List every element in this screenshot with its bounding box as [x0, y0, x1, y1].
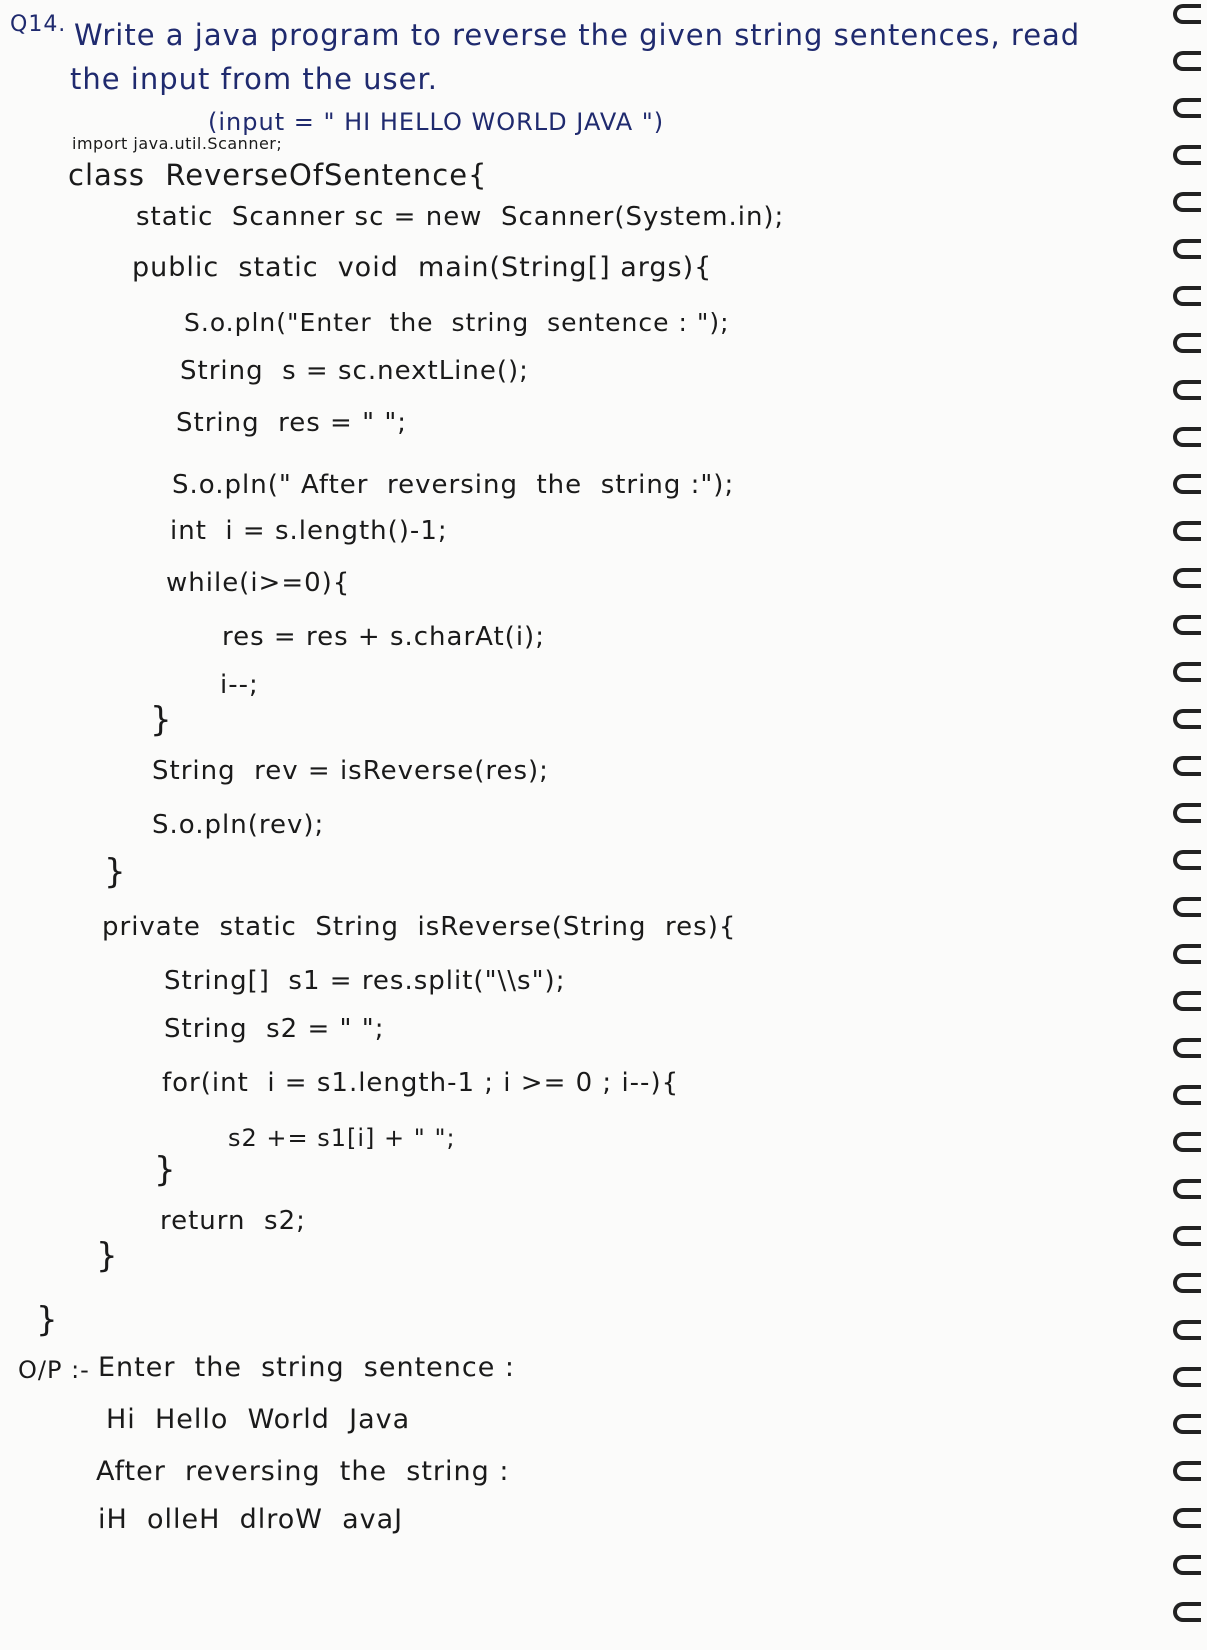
binding-ring — [1173, 944, 1201, 964]
binding-ring — [1173, 1226, 1201, 1246]
binding-ring — [1173, 615, 1201, 635]
binding-ring — [1173, 1085, 1201, 1105]
binding-ring — [1173, 427, 1201, 447]
binding-ring — [1173, 192, 1201, 212]
binding-ring — [1173, 333, 1201, 353]
binding-ring — [1173, 1461, 1201, 1481]
binding-ring — [1173, 568, 1201, 588]
binding-ring — [1173, 1132, 1201, 1152]
code-line-print-rev: S.o.pln(rev); — [152, 810, 325, 840]
binding-ring — [1173, 1038, 1201, 1058]
binding-ring — [1173, 1602, 1201, 1622]
binding-ring — [1173, 145, 1201, 165]
spiral-binding — [1157, 0, 1207, 1650]
code-line-split: String[] s1 = res.split("\\s"); — [164, 966, 566, 996]
binding-ring — [1173, 662, 1201, 682]
binding-ring — [1173, 897, 1201, 917]
code-line-close-while: } — [150, 700, 173, 740]
binding-ring — [1173, 1273, 1201, 1293]
code-line-read-string: String s = sc.nextLine(); — [180, 356, 529, 386]
binding-ring — [1173, 803, 1201, 823]
binding-ring — [1173, 1555, 1201, 1575]
code-line-res-append: res = res + s.charAt(i); — [222, 622, 545, 652]
question-text-line1: Write a java program to reverse the given string sentences, read — [74, 18, 1081, 52]
question-number: Q14. — [10, 12, 67, 37]
code-line-int-i: int i = s.length()-1; — [170, 516, 448, 546]
binding-ring — [1173, 709, 1201, 729]
output-line-1: Enter the string sentence : — [98, 1352, 516, 1383]
code-line-s2-init: String s2 = " "; — [164, 1014, 385, 1044]
binding-ring — [1173, 1179, 1201, 1199]
code-line-decrement: i--; — [220, 670, 259, 700]
code-line-print-enter: S.o.pln("Enter the string sentence : "); — [184, 308, 730, 337]
binding-ring — [1173, 380, 1201, 400]
code-line-print-after: S.o.pln(" After reversing the string :"); — [172, 470, 735, 500]
code-line-res-init: String res = " "; — [176, 408, 408, 438]
binding-ring — [1173, 1414, 1201, 1434]
output-label: O/P :- — [18, 1356, 90, 1384]
code-line-class: class ReverseOfSentence{ — [68, 158, 488, 192]
question-text-line2: the input from the user. — [70, 62, 438, 96]
binding-ring — [1173, 4, 1201, 24]
binding-ring — [1173, 521, 1201, 541]
binding-ring — [1173, 850, 1201, 870]
code-line-scanner: static Scanner sc = new Scanner(System.in); — [136, 202, 785, 232]
binding-ring — [1173, 98, 1201, 118]
code-line-close-method: } — [96, 1236, 119, 1276]
binding-ring — [1173, 1320, 1201, 1340]
binding-ring — [1173, 756, 1201, 776]
code-line-main: public static void main(String[] args){ — [132, 252, 713, 283]
binding-ring — [1173, 51, 1201, 71]
code-line-isreverse: private static String isReverse(String res){ — [102, 912, 737, 942]
code-line-for: for(int i = s1.length-1 ; i >= 0 ; i--){ — [162, 1068, 680, 1098]
code-line-while: while(i>=0){ — [166, 568, 351, 598]
output-line-4: iH olleH dlroW avaJ — [98, 1504, 404, 1535]
binding-ring — [1173, 239, 1201, 259]
output-line-2: Hi Hello World Java — [106, 1404, 411, 1435]
input-example: (input = " HI HELLO WORLD JAVA ") — [208, 108, 665, 136]
binding-ring — [1173, 474, 1201, 494]
binding-ring — [1173, 1367, 1201, 1387]
output-line-3: After reversing the string : — [96, 1456, 510, 1487]
binding-ring — [1173, 286, 1201, 306]
binding-ring — [1173, 1508, 1201, 1528]
code-line-close-for: } — [154, 1150, 177, 1190]
code-line-return: return s2; — [160, 1206, 306, 1236]
code-line-close-main: } — [104, 852, 127, 892]
code-line-rev: String rev = isReverse(res); — [152, 756, 549, 786]
code-line-s2-append: s2 += s1[i] + " "; — [228, 1124, 456, 1152]
import-statement: import java.util.Scanner; — [72, 134, 283, 153]
binding-ring — [1173, 991, 1201, 1011]
code-line-close-class: } — [36, 1300, 59, 1340]
